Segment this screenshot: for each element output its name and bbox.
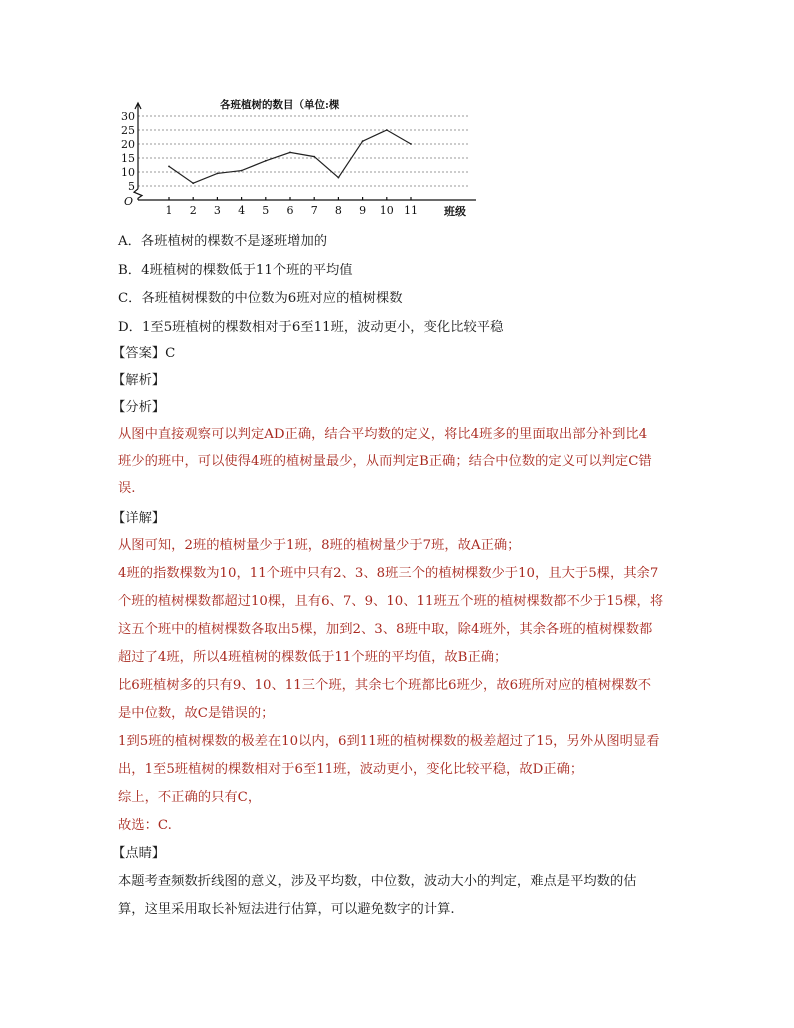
- detail-line: 比6班植树多的只有9、10、11三个班，其余七个班都比6班少，故6班所对应的植树棵数不: [118, 678, 652, 693]
- detail-line: 4班的指数棵数为10，11个班中只有2、3、8班三个的植树棵数少于10，且大于5棵，其余7: [118, 566, 659, 581]
- detail-line: 1到5班的植树棵数的极差在10以内，6到11班的植树棵数的极差超过了15，另外从图明显看: [118, 734, 660, 749]
- fenxi-line: 班少的班中，可以使得4班的植树量最少，从而判定B正确；结合中位数的定义可以判定C错: [118, 454, 652, 469]
- data-point: [217, 173, 219, 175]
- dianjing-line: 算，这里采用取长补短法进行估算，可以避免数字的计算.: [118, 902, 455, 917]
- x-tick-label: 2: [189, 204, 197, 217]
- data-point: [410, 143, 412, 145]
- chart-title: 各班植树的数目（单位:棵: [220, 99, 340, 111]
- detail-line: 这五个班中的植树棵数各取出5棵，加到2、3、8班中取，除4班外，其余各班的植树棵数都: [118, 622, 653, 637]
- fenxi-heading: 【分析】: [112, 400, 166, 415]
- data-point: [313, 156, 315, 158]
- detail-line: 个班的植树棵数都超过10棵，且有6、7、9、10、11班五个班的植树棵数都不少于15棵，将: [118, 594, 664, 609]
- detail-line: 故选：C.: [118, 818, 172, 833]
- x-tick-label: 7: [310, 204, 318, 217]
- data-point: [362, 140, 364, 142]
- chart-series: [168, 129, 412, 184]
- detail-line: 出，1至5班植树的棵数相对于6至11班，波动更小，变化比较平稳，故D正确；: [118, 762, 584, 777]
- analysis-heading: 【解析】: [112, 373, 166, 388]
- detail-line: 超过了4班，所以4班植树的棵数低于11个班的平均值，故B正确；: [118, 650, 508, 665]
- detail-heading: 【详解】: [112, 511, 166, 526]
- y-tick-label: 30: [121, 110, 135, 123]
- x-tick-label: 6: [286, 204, 294, 217]
- axis-break: [134, 189, 142, 200]
- x-tick-label: 10: [379, 204, 394, 217]
- x-tick-label: 9: [359, 204, 367, 217]
- option-d: D．1至5班植树的棵数相对于6至11班，波动更小，变化比较平稳: [118, 320, 504, 335]
- fenxi-line: 从图中直接观察可以判定AD正确，结合平均数的定义，将比4班多的里面取出部分补到比4: [118, 427, 648, 442]
- x-axis-label: 班级: [444, 205, 466, 218]
- fenxi-line: 误.: [118, 481, 136, 496]
- x-tick-label: 8: [334, 204, 342, 217]
- option-b: B．4班植树的棵数低于11个班的平均值: [118, 263, 353, 278]
- x-tick-label: 5: [262, 204, 270, 217]
- data-point: [338, 177, 340, 179]
- dianjing-line: 本题考查频数折线图的意义，涉及平均数，中位数，波动大小的判定，难点是平均数的估: [118, 874, 637, 889]
- data-point: [168, 166, 170, 168]
- detail-line: 综上，不正确的只有C，: [118, 790, 262, 805]
- chart-grid: [138, 116, 470, 186]
- answer-line: 【答案】C: [112, 346, 176, 361]
- option-a: A．各班植树的棵数不是逐班增加的: [118, 234, 328, 249]
- data-point: [386, 129, 388, 131]
- data-point: [289, 152, 291, 154]
- x-tick-label: 11: [404, 204, 418, 217]
- dianjing-heading: 【点睛】: [112, 846, 166, 861]
- y-tick-label: 20: [121, 138, 135, 151]
- chart-labels: [121, 110, 466, 218]
- y-tick-label: 5: [128, 180, 135, 193]
- data-point: [265, 160, 267, 162]
- y-tick-label: 15: [121, 152, 135, 165]
- detail-line: 从图可知，2班的植树量少于1班，8班的植树量少于7班，故A正确；: [118, 538, 521, 553]
- data-point: [192, 182, 194, 184]
- data-point: [241, 170, 243, 172]
- series-line: [169, 130, 411, 183]
- chart-axes: [134, 103, 476, 200]
- x-tick-label: 1: [165, 204, 173, 217]
- x-tick-label: 3: [213, 204, 221, 217]
- y-tick-label: 25: [121, 124, 135, 137]
- detail-line: 是中位数，故C是错误的；: [118, 706, 275, 721]
- option-c: C．各班植树棵数的中位数为6班对应的植树棵数: [118, 291, 403, 306]
- line-chart: [112, 92, 492, 220]
- y-tick-label: 10: [121, 166, 135, 179]
- x-tick-label: 4: [238, 204, 246, 217]
- origin-label: O: [124, 195, 134, 208]
